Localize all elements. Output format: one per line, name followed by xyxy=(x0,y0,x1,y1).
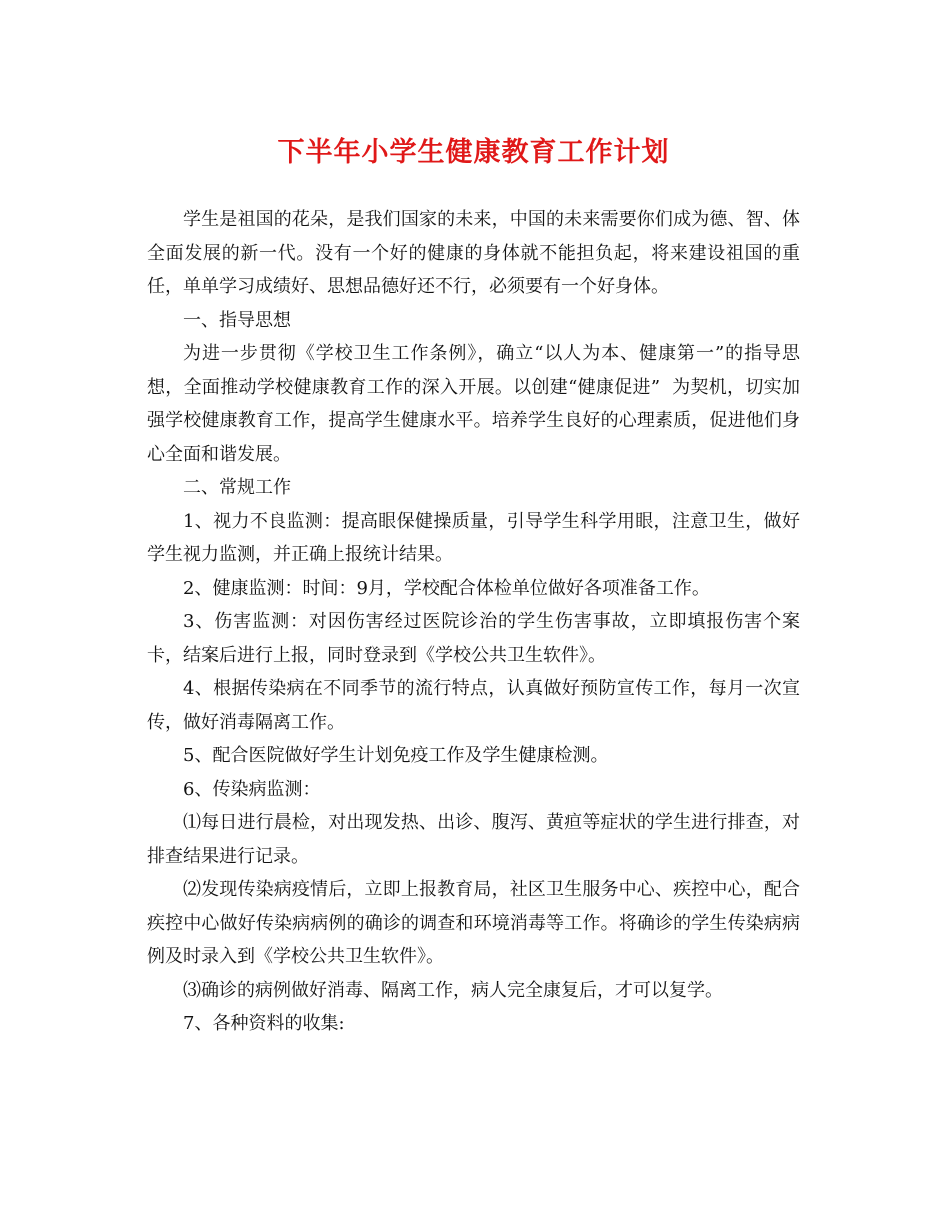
item-vision-monitoring: 1、视力不良监测：提高眼保健操质量，引导学生科学用眼，注意卫生，做好学生视力监测，并正确上报统计结果。 xyxy=(147,510,800,565)
subitem-isolation: ⑶确诊的病例做好消毒、隔离工作，病人完全康复后，才可以复学。 xyxy=(183,979,723,1001)
item-immunization: 5、配合医院做好学生计划免疫工作及学生健康检测。 xyxy=(183,745,609,766)
heading-guiding-ideology: 一、指导思想 xyxy=(183,309,291,331)
item-health-monitoring: 2、健康监测：时间：9月，学校配合体检单位做好各项准备工作。 xyxy=(183,577,710,599)
document-body xyxy=(147,203,800,1041)
item-infectious-disease-monitoring: 6、传染病监测： xyxy=(183,778,321,800)
item-seasonal-prevention: 4、根据传染病在不同季节的流行特点，认真做好预防宣传工作，每月一次宣传，做好消毒隔离工作。 xyxy=(147,678,800,733)
item-injury-monitoring: 3、伤害监测：对因伤害经过医院诊治的学生伤害事故，立即填报伤害个案卡，结案后进行上报，同时登录到《学校公共卫生软件》。 xyxy=(147,611,800,666)
heading-routine-work: 二、常规工作 xyxy=(183,477,291,498)
document-title: 下半年小学生健康教育工作计划 xyxy=(277,137,670,168)
paragraph-intro: 学生是祖国的花朵，是我们国家的未来，中国的未来需要你们成为德、智、体全面发展的新一代。没有一个好的健康的身体就不能担负起，将来建设祖国的重任，单单学习成绩好、思想品德好还不行，必须要有一个好身体。 xyxy=(147,209,800,297)
item-data-collection: 7、各种资料的收集: xyxy=(183,1013,345,1034)
subitem-morning-check: ⑴每日进行晨检，对出现发热、出诊、腹泻、黄疸等症状的学生进行排查，对排查结果进行记录。 xyxy=(147,812,800,867)
subitem-epidemic-report: ⑵发现传染病疫情后，立即上报教育局，社区卫生服务中心、疾控中心，配合疾控中心做好传染病病例的确诊的调查和环境消毒等工作。将确诊的学生传染病病例及时录入到《学校公共卫生软件》。 xyxy=(147,879,800,967)
paragraph-guiding-ideology: 为进一步贯彻《学校卫生工作条例》，确立“以人为本、健康第一”的指导思想，全面推动学校健康教育工作的深入开展。以创建“健康促进” 为契机，切实加强学校健康教育工作，提高学生健康水平。培养学生良好的心理素质，促进他们身心全面和谐发展。 xyxy=(147,343,800,465)
